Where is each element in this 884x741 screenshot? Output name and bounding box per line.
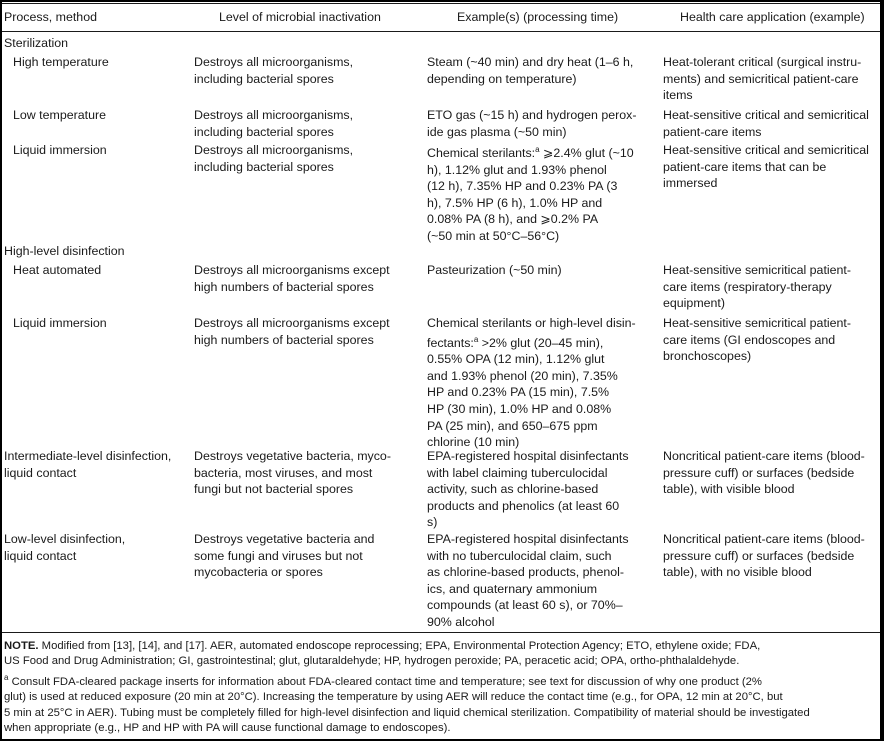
section-title: High-level disinfection: [4, 244, 125, 258]
footnote-marker: a: [4, 673, 9, 682]
footnote-marker: a: [535, 145, 540, 154]
method-cell: Low-level disinfection, liquid contact: [4, 532, 126, 563]
example-cell: [427, 315, 659, 451]
note-label: NOTE.: [4, 640, 39, 652]
example-text: Steam (~40 min) and dry heat (1–6 h, depending on temperature): [427, 55, 634, 86]
application-cell: Heat-sensitive semicritical patient- care items (GI endoscopes and bronchoscopes): [663, 316, 851, 364]
inactivation-level-cell: Destroys all microorganisms, including bacterial spores: [194, 55, 354, 86]
inactivation-level-cell: Destroys all microorganisms, including bacterial spores: [194, 143, 354, 174]
example-text: Pasteurization (~50 min): [427, 263, 562, 277]
table-footnote: [4, 670, 878, 737]
header-health-care-application: Health care application (example): [680, 10, 865, 24]
table-bottom-rule: [2, 632, 880, 633]
application-cell: Noncritical patient-care items (blood- pressure cuff) or surfaces (bedside table), with visible blood: [663, 449, 865, 497]
example-cell: [427, 448, 659, 531]
example-text: Chemical sterilants or high-level disin- fectants:: [427, 316, 636, 350]
method-cell: Liquid immersion: [13, 143, 107, 157]
example-cell: [427, 262, 659, 279]
example-text-continued: ⩾2.4% glut (~10 h), 1.12% glut and 1.93% phenol (12 h), 7.35% HP and 0.23% PA (3 h), 7.5% HP (6 h), 1.0% HP and 0.08% PA (8 h), and ⩾0.2% PA (~50 min at 50°C–56°C): [427, 146, 634, 243]
footnote-text: Consult FDA-cleared package inserts for information about FDA-cleared contact time and temperature; see text for discussion of why one product (2% glut) is used at reduced exposure (20 min at 20°C). Increasing the temperature by using AER will reduce the contact time (e.g., for OPA, 12 min at 20°C, but 5 min at 25°C in AER). Tubing must be completely filled for high-level disinfection and liquid chemical sterilization. Compatibility of material should be investigated when appropriate (e.g., HP and HP with PA will cause functional damage to endoscopes).: [4, 676, 810, 735]
example-cell: [427, 54, 659, 87]
header-bottom-rule: [2, 31, 880, 32]
example-cell: [427, 531, 659, 631]
application-cell: Heat-sensitive semicritical patient- care items (respiratory-therapy equipment): [663, 263, 851, 311]
header-level-of-inactivation: Level of microbial inactivation: [219, 10, 381, 24]
footnote-marker: a: [473, 334, 479, 344]
inactivation-level-cell: Destroys all microorganisms except high numbers of bacterial spores: [194, 316, 390, 347]
example-text: ETO gas (~15 h) and hydrogen perox- ide gas plasma (~50 min): [427, 108, 637, 139]
table-page: [2, 2, 880, 739]
table-header: [2, 2, 880, 32]
example-cell: [427, 142, 659, 245]
inactivation-level-cell: Destroys all microorganisms except high numbers of bacterial spores: [194, 263, 390, 294]
header-process-method: Process, method: [4, 10, 97, 24]
inactivation-level-cell: Destroys vegetative bacteria and some fungi and viruses but not mycobacteria or spores: [194, 532, 375, 580]
example-text: EPA-registered hospital disinfectants with label claiming tuberculocidal activity, such as chlorine-based products and phenolics (at least 60 s): [427, 449, 629, 530]
method-cell: Intermediate-level disinfection, liquid contact: [4, 449, 172, 480]
table-note: [4, 639, 878, 670]
example-text-continued: >2% glut (20–45 min), 0.55% OPA (12 min), 1.12% glut and 1.93% phenol (20 min), 7.35% HP and 0.23% PA (15 min), 7.5% HP (30 min), 1.0% HP and 0.08% PA (25 min), and 650–675 ppm chlorine (10 min): [427, 335, 618, 450]
application-cell: Heat-tolerant critical (surgical instru- ments) and semicritical patient-care items: [663, 55, 862, 103]
method-cell: Low temperature: [13, 108, 106, 122]
example-cell: [427, 107, 659, 140]
example-text: EPA-registered hospital disinfectants with no tuberculocidal claim, such as chlorine-based products, phenol- ics, and quaternary ammonium compounds (at least 60 s), or 70%– 90% alcohol: [427, 532, 629, 629]
header-examples: Example(s) (processing time): [457, 10, 619, 24]
application-cell: Heat-sensitive critical and semicritical patient-care items: [663, 108, 869, 139]
inactivation-level-cell: Destroys all microorganisms, including bacterial spores: [194, 108, 354, 139]
method-cell: High temperature: [13, 55, 109, 69]
application-cell: Heat-sensitive critical and semicritical patient-care items that can be immersed: [663, 143, 869, 191]
method-cell: Liquid immersion: [13, 316, 107, 330]
method-cell: Heat automated: [13, 263, 102, 277]
section-title: Sterilization: [4, 36, 69, 50]
example-text: Chemical sterilants:: [427, 146, 536, 160]
note-text: Modified from [13], [14], and [17]. AER, automated endoscope reprocessing; EPA, Environmental Protection Agency; ETO, ethylene oxide; FDA, US Food and Drug Administration; GI, gastrointestinal; glut, glutaraldehyde; HP, hydrogen peroxide; PA, peracetic acid; OPA, ortho-phthalaldehyde.: [4, 640, 761, 668]
application-cell: Noncritical patient-care items (blood- pressure cuff) or surfaces (bedside table), with no visible blood: [663, 532, 865, 580]
inactivation-level-cell: Destroys vegetative bacteria, myco- bacteria, most viruses, and most fungi but not bacterial spores: [194, 449, 391, 497]
